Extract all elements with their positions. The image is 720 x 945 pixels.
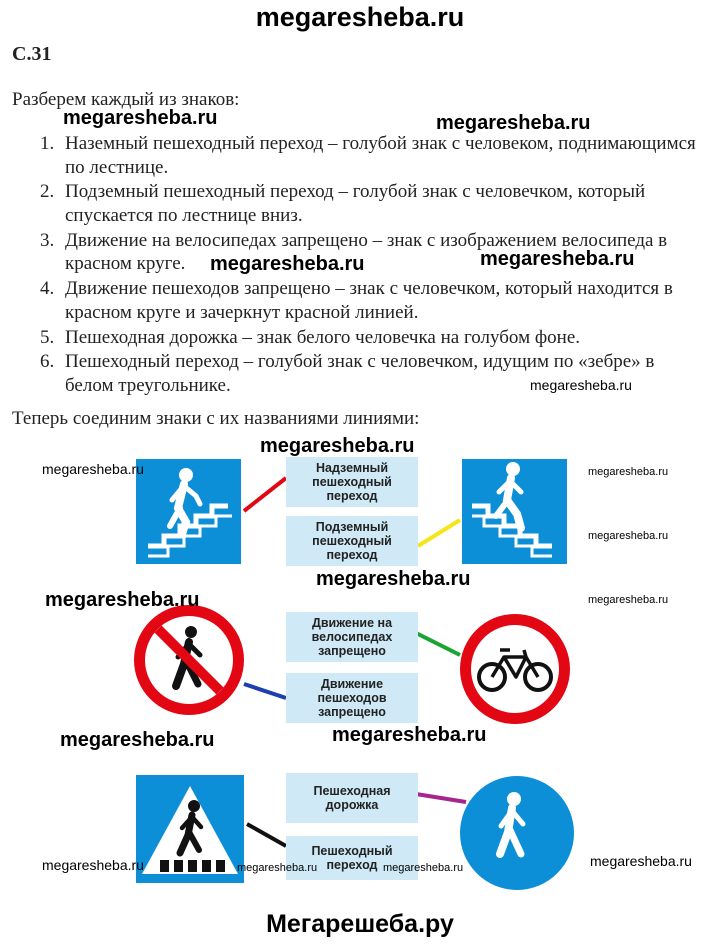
label-underground-crossing: Подземный пешеходный переход: [286, 516, 418, 566]
watermark: megaresheba.ru: [60, 729, 215, 751]
watermark: megaresheba.ru: [45, 589, 200, 611]
watermark: megaresheba.ru: [237, 862, 318, 874]
list-item: 3. Движение на велосипедах запрещено – знак с изображением велосипеда в красном круге.: [40, 229, 668, 275]
watermark: megaresheba.ru: [480, 248, 635, 270]
site-header: megaresheba.ru: [255, 2, 465, 32]
watermark: megaresheba.ru: [530, 377, 632, 393]
list-item: 5. Пешеходная дорожка – знак белого человечка на голубом фоне.: [40, 326, 581, 348]
label-no-bicycles: Движение на велосипедах запрещено: [286, 612, 418, 662]
watermark: megaresheba.ru: [436, 112, 591, 134]
list-item: 4. Движение пешеходов запрещено – знак с человечком, который находится в красном круге и зачеркнут красной линией.: [40, 278, 673, 323]
watermark: megaresheba.ru: [210, 253, 365, 275]
intro-text: Разберем каждый из знаков:: [12, 89, 240, 110]
underground-crossing-sign-icon: [459, 456, 570, 567]
label-footpath: Пешеходная дорожка: [286, 773, 418, 823]
list-item: 6. Пешеходный переход – голубой знак с человечком, идущим по «зебре» в белом треугольнике.: [40, 351, 655, 396]
watermark: megaresheba.ru: [63, 107, 218, 129]
watermark: megaresheba.ru: [42, 857, 144, 873]
connect-instruction: Теперь соединим знаки с их названиями линиями:: [12, 408, 420, 429]
overground-crossing-sign-icon: [133, 456, 244, 567]
list-item: 2. Подземный пешеходный переход – голубой знак с человечком, который спускается по лестнице вниз.: [40, 181, 646, 226]
page-label: С.31: [12, 43, 52, 65]
watermark: megaresheba.ru: [588, 594, 669, 606]
no-bicycles-sign-icon: [460, 614, 570, 724]
pedestrian-crossing-sign-icon: [133, 772, 247, 886]
no-pedestrians-sign-icon: [134, 605, 244, 715]
watermark: megaresheba.ru: [588, 466, 669, 478]
watermark: megaresheba.ru: [383, 862, 464, 874]
footpath-sign-icon: [460, 776, 574, 890]
label-pedestrian-crossing: Пешеходный переход: [286, 836, 418, 880]
watermark: megaresheba.ru: [260, 435, 415, 457]
watermark: megaresheba.ru: [316, 568, 471, 590]
list-item: 1. Наземный пешеходный переход – голубой знак с человеком, поднимающимся по лестнице.: [40, 133, 696, 178]
watermark: megaresheba.ru: [332, 724, 487, 746]
label-overground-crossing: Надземный пешеходный переход: [286, 457, 418, 507]
footer-site-name: Мегарешеба.ру: [266, 910, 454, 938]
label-no-pedestrians: Движение пешеходов запрещено: [286, 673, 418, 723]
watermark: megaresheba.ru: [588, 530, 669, 542]
watermark: megaresheba.ru: [42, 461, 144, 477]
watermark: megaresheba.ru: [590, 853, 692, 869]
